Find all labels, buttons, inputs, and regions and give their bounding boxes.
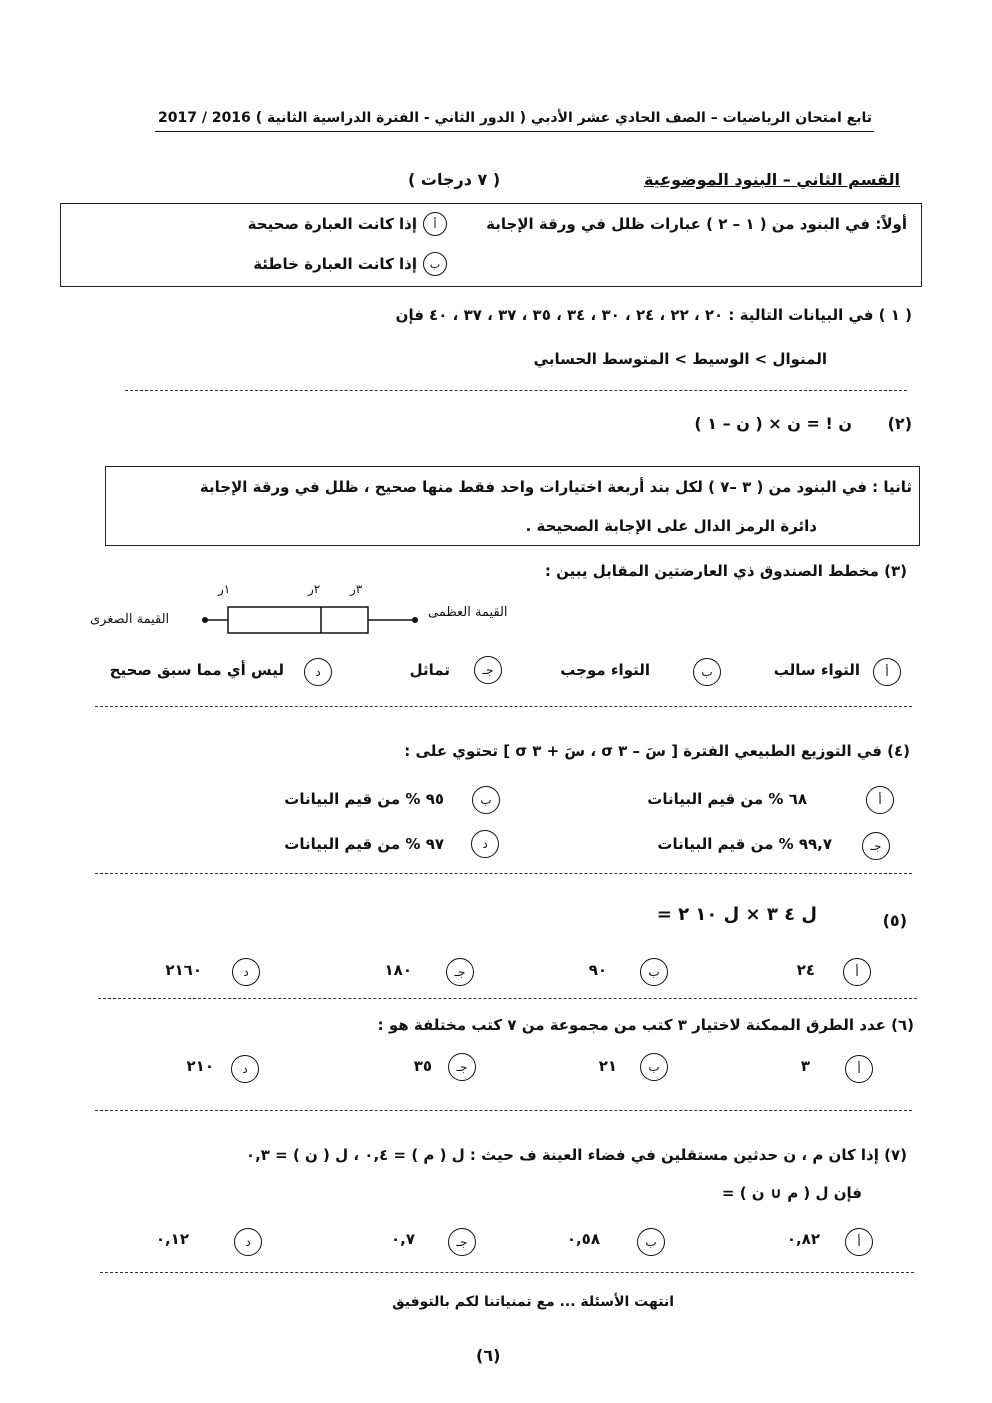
q2-number: (٢) — [887, 414, 912, 433]
divider — [125, 390, 907, 391]
q1-statement: ( ١ ) في البيانات التالية : ٢٠ ، ٢٢ ، ٢٤ ، ٣٠ ، ٣٤ ، ٣٥ ، ٣٧ ، ٣٧ ، ٤٠ فإن — [395, 306, 912, 324]
box-plot-max-label: القيمة العظمى — [428, 605, 508, 620]
q3-option-d-symbol[interactable]: د — [304, 658, 332, 686]
section-marks: ( ٧ درجات ) — [408, 170, 501, 189]
q4-option-a-symbol[interactable]: أ — [866, 786, 894, 814]
q7-option-a-text: ٠,٨٢ — [786, 1230, 820, 1248]
q6-option-c-text: ٣٥ — [413, 1057, 432, 1075]
q5-expression: ل ٤ ٣ × ل ١٠ ٢ = — [656, 904, 817, 925]
q7-option-b-text: ٠,٥٨ — [566, 1230, 600, 1248]
q5-number: (٥) — [882, 911, 907, 930]
page-number: (٦) — [476, 1346, 501, 1365]
section-title: القسم الثاني – البنود الموضوعية — [643, 170, 900, 189]
part1-instruction: أولاً: في البنود من ( ١ – ٢ ) عبارات ظلل في ورقة الإجابة — [486, 215, 907, 233]
q3-option-d-text: ليس أي مما سبق صحيح — [109, 661, 284, 679]
q5-option-a-text: ٢٤ — [796, 961, 815, 979]
q6-option-d-text: ٢١٠ — [186, 1057, 214, 1075]
q5-option-d-text: ٢١٦٠ — [165, 961, 202, 979]
q5-option-a-symbol[interactable]: أ — [843, 958, 871, 986]
part2-instruction-line2: دائرة الرمز الدال على الإجابة الصحيحة . — [525, 517, 817, 535]
q6-stem: (٦) عدد الطرق الممكنة لاختيار ٣ كتب من مجموعة من ٧ كتب مختلفة هو : — [377, 1016, 914, 1034]
q7-question: فإن ل ( م ∪ ن ) = — [721, 1184, 862, 1202]
header-underline — [155, 131, 874, 132]
q3-option-b-symbol[interactable]: ب — [693, 658, 721, 686]
q5-option-c-text: ١٨٠ — [384, 961, 412, 979]
box-plot-box — [228, 607, 368, 633]
q3-option-c-symbol[interactable]: جـ — [474, 656, 502, 684]
q3-stem: (٣) مخطط الصندوق ذي العارضتين المقابل يبين : — [544, 562, 907, 580]
q6-option-d-symbol[interactable]: د — [231, 1055, 259, 1083]
q4-option-b-symbol[interactable]: ب — [472, 786, 500, 814]
q7-option-c-text: ٠,٧ — [390, 1230, 415, 1248]
q5-option-b-text: ٩٠ — [588, 961, 607, 979]
divider — [100, 1272, 914, 1273]
q3-option-b-text: التواء موجب — [560, 661, 650, 679]
q6-option-a-symbol[interactable]: أ — [845, 1055, 873, 1083]
box-plot-q2-label: ٢ر — [308, 582, 321, 596]
q3-option-c-text: تماثل — [409, 661, 450, 679]
q1-claim: المنوال > الوسيط > المتوسط الحسابي — [533, 350, 827, 368]
option-b-symbol: ب — [423, 252, 447, 276]
q4-stem: (٤) في التوزيع الطبيعي الفترة [ سَ – ٣ σ ، سَ + ٣ σ ] تحتوي على : — [404, 742, 910, 760]
part2-instruction-line1: ثانيا : في البنود من ( ٣ –٧ ) لكل بند أربعة اختيارات واحد فقط منها صحيح ، ظلل في ورقة الإجابة — [199, 478, 912, 496]
option-a-label: إذا كانت العبارة صحيحة — [247, 215, 417, 233]
q4-option-d-text: ٩٧ % من قيم البيانات — [284, 835, 444, 853]
q7-option-d-symbol[interactable]: د — [234, 1228, 262, 1256]
q4-option-d-symbol[interactable]: د — [471, 830, 499, 858]
q6-option-b-text: ٢١ — [598, 1057, 617, 1075]
closing-note: انتهت الأسئلة ... مع تمنياتنا لكم بالتوفيق — [392, 1294, 674, 1310]
divider — [95, 706, 912, 707]
divider — [95, 873, 912, 874]
q5-option-b-symbol[interactable]: ب — [640, 958, 668, 986]
q7-option-d-text: ٠,١٢ — [155, 1230, 189, 1248]
q4-option-b-text: ٩٥ % من قيم البيانات — [284, 790, 444, 808]
box-plot-left-end — [202, 617, 208, 623]
box-plot-q3-label: ٣ر — [350, 582, 363, 596]
q5-option-c-symbol[interactable]: جـ — [446, 958, 474, 986]
q6-option-c-symbol[interactable]: جـ — [448, 1053, 476, 1081]
q4-option-c-symbol[interactable]: جـ — [862, 832, 890, 860]
box-plot-right-end — [412, 617, 418, 623]
q4-option-a-text: ٦٨ % من قيم البيانات — [647, 790, 807, 808]
q7-option-c-symbol[interactable]: جـ — [448, 1228, 476, 1256]
q4-option-c-text: ٩٩,٧ % من قيم البيانات — [657, 835, 832, 853]
q6-option-a-text: ٣ — [800, 1057, 810, 1075]
q7-option-a-symbol[interactable]: أ — [845, 1228, 873, 1256]
q7-option-b-symbol[interactable]: ب — [637, 1228, 665, 1256]
q7-stem: (٧) إذا كان م ، ن حدثين مستقلين في فضاء العينة ف حيث : ل ( م ) = ٠,٤ ، ل ( ن ) = ٠,٣ — [245, 1146, 907, 1164]
q3-option-a-symbol[interactable]: أ — [873, 658, 901, 686]
q2-statement: ن ! = ن × ( ن – ١ ) — [694, 414, 852, 433]
q5-option-d-symbol[interactable]: د — [232, 958, 260, 986]
divider — [98, 998, 917, 999]
exam-header-title: تابع امتحان الرياضيات – الصف الحادي عشر الأدبي ( الدور الثاني - الفترة الدراسية الثانية ) — [255, 110, 872, 126]
option-b-label: إذا كانت العبارة خاطئة — [253, 255, 417, 273]
exam-header-year: 2017 / 2016 — [158, 110, 251, 126]
box-plot-min-label: القيمة الصغرى — [90, 612, 170, 627]
box-plot-q1-label: ١ر — [218, 582, 231, 596]
q6-option-b-symbol[interactable]: ب — [640, 1053, 668, 1081]
option-a-symbol: أ — [423, 212, 447, 236]
q3-option-a-text: التواء سالب — [773, 661, 860, 679]
divider — [95, 1110, 912, 1111]
